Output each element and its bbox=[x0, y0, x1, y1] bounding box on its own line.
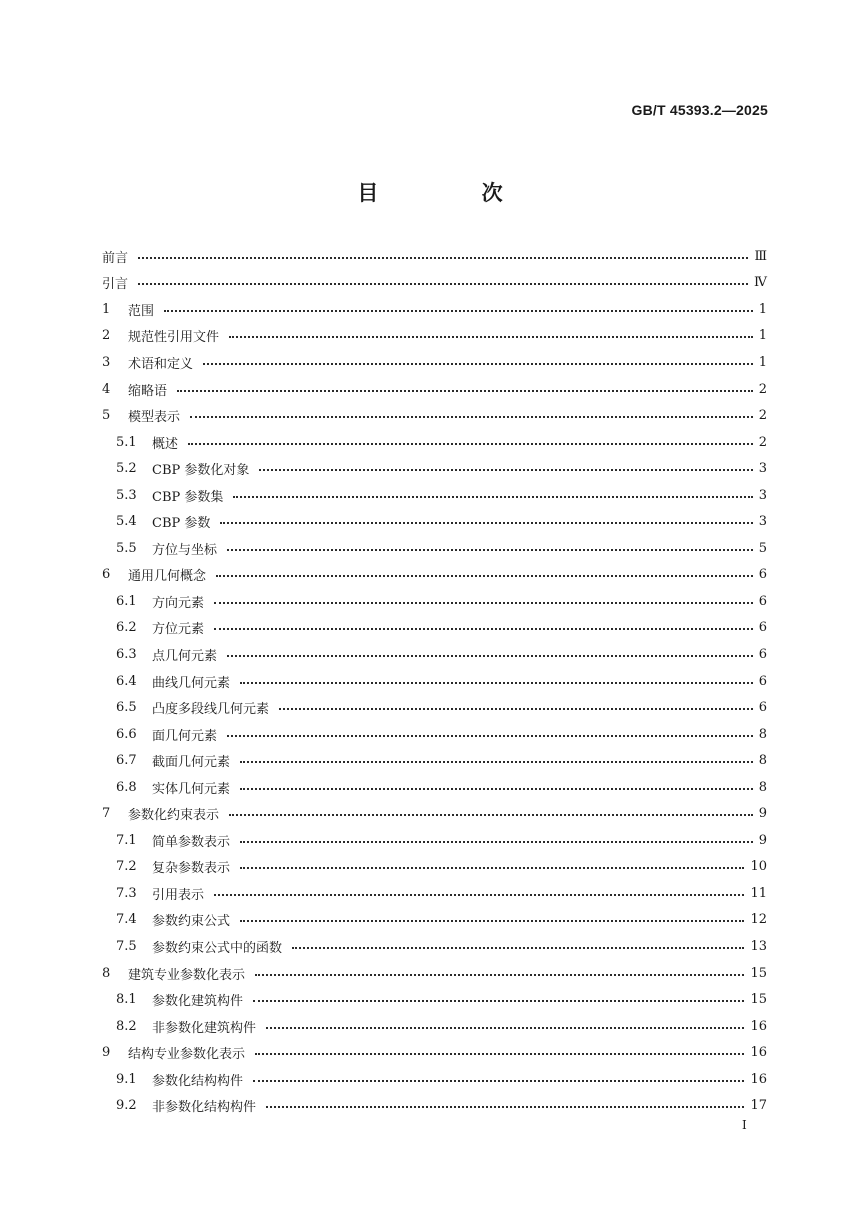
toc-entry-page: 10 bbox=[750, 859, 767, 875]
toc-leader-dots bbox=[188, 442, 753, 445]
toc-entry-page: 8 bbox=[758, 753, 767, 769]
toc-entry-page: 1 bbox=[758, 301, 767, 317]
toc-leader-dots bbox=[138, 256, 748, 259]
toc-entry-label: 模型表示 bbox=[128, 410, 181, 426]
toc-entry[interactable] bbox=[102, 588, 767, 615]
toc-entry[interactable] bbox=[102, 402, 767, 429]
toc-leader-dots bbox=[233, 495, 752, 498]
toc-entry-label: 方位元素 bbox=[152, 622, 205, 638]
toc-entry-page: 9 bbox=[758, 832, 767, 848]
toc-leader-dots bbox=[279, 707, 753, 710]
toc-leader-dots bbox=[216, 574, 753, 577]
toc-entry-label: 缩略语 bbox=[128, 383, 168, 399]
toc-entry-page: Ⅳ bbox=[754, 275, 767, 291]
toc-leader-dots bbox=[227, 654, 753, 657]
toc-entry-number: 8 bbox=[102, 965, 111, 981]
toc-entry-label: 参数约束公式 bbox=[152, 914, 231, 930]
toc-entry-label: 建筑专业参数化表示 bbox=[128, 967, 246, 983]
toc-entry-page: 12 bbox=[750, 912, 767, 928]
toc-entry-page: 6 bbox=[758, 673, 767, 689]
toc-entry-page: 16 bbox=[750, 1018, 767, 1034]
toc-entry-page: 2 bbox=[758, 381, 767, 397]
toc-entry-label: 简单参数表示 bbox=[152, 834, 231, 850]
toc-leader-dots bbox=[240, 787, 753, 790]
toc-entry-page: 3 bbox=[758, 461, 767, 477]
toc-entry-label: CBP 参数 bbox=[152, 516, 211, 532]
toc-entry-label: 截面几何元素 bbox=[152, 755, 231, 771]
toc-leader-dots bbox=[214, 627, 753, 630]
toc-entry-page: Ⅲ bbox=[754, 248, 767, 264]
toc-leader-dots bbox=[214, 893, 744, 896]
toc-entry-number: 6.1 bbox=[116, 593, 137, 609]
toc-leader-dots bbox=[214, 601, 753, 604]
toc-entry-label: 通用几何概念 bbox=[128, 569, 207, 585]
toc-entry-label: 引言 bbox=[102, 277, 129, 293]
toc-entry-number: 6.3 bbox=[116, 646, 137, 662]
toc-leader-dots bbox=[255, 1052, 744, 1055]
toc-entry[interactable] bbox=[102, 854, 767, 881]
toc-entry-page: 16 bbox=[750, 1071, 767, 1087]
toc-entry[interactable] bbox=[102, 482, 767, 509]
toc-entry-number: 5.4 bbox=[116, 514, 137, 530]
toc-entry-label: 非参数化结构构件 bbox=[152, 1100, 257, 1116]
toc-leader-dots bbox=[266, 1105, 744, 1108]
toc-entry-number: 7.4 bbox=[116, 912, 137, 928]
toc-entry-number: 6.6 bbox=[116, 726, 137, 742]
toc-entry-label: 参数化建筑构件 bbox=[152, 994, 244, 1010]
toc-entry-label: 点几何元素 bbox=[152, 648, 218, 664]
toc-entry-number: 5.3 bbox=[116, 487, 137, 503]
toc-entry-page: 9 bbox=[758, 806, 767, 822]
toc-entry[interactable] bbox=[102, 270, 767, 297]
toc-entry-number: 7.1 bbox=[116, 832, 137, 848]
toc-entry-page: 15 bbox=[750, 992, 767, 1008]
toc-leader-dots bbox=[266, 1026, 744, 1029]
toc-entry[interactable] bbox=[102, 774, 767, 801]
toc-entry[interactable] bbox=[102, 986, 767, 1013]
toc-entry-page: 5 bbox=[758, 540, 767, 556]
toc-entry-page: 2 bbox=[758, 408, 767, 424]
toc-entry[interactable] bbox=[102, 1066, 767, 1093]
toc-entry-page: 3 bbox=[758, 514, 767, 530]
toc-entry-page: 3 bbox=[758, 487, 767, 503]
toc-entry[interactable] bbox=[102, 694, 767, 721]
toc-entry-label: 非参数化建筑构件 bbox=[152, 1020, 257, 1036]
toc-entry-page: 6 bbox=[758, 593, 767, 609]
toc-entry-number: 8.2 bbox=[116, 1018, 137, 1034]
toc-entry-number: 6 bbox=[102, 567, 111, 583]
toc-entry[interactable] bbox=[102, 562, 767, 589]
toc-entry-label: 方位与坐标 bbox=[152, 542, 218, 558]
toc-entry-label: CBP 参数集 bbox=[152, 489, 224, 505]
toc-entry-number: 6.4 bbox=[116, 673, 137, 689]
toc-leader-dots bbox=[190, 415, 753, 418]
toc-entry-page: 13 bbox=[750, 938, 767, 954]
toc-entry[interactable] bbox=[102, 827, 767, 854]
toc-entry-page: 16 bbox=[750, 1045, 767, 1061]
table-of-contents bbox=[102, 243, 767, 1119]
toc-entry-number: 5.5 bbox=[116, 540, 137, 556]
toc-entry[interactable] bbox=[102, 323, 767, 350]
toc-entry-number: 5 bbox=[102, 408, 111, 424]
toc-entry-number: 9.2 bbox=[116, 1098, 137, 1114]
toc-entry-number: 7 bbox=[102, 806, 111, 822]
toc-leader-dots bbox=[255, 973, 744, 976]
toc-leader-dots bbox=[240, 919, 744, 922]
toc-entry-page: 1 bbox=[758, 328, 767, 344]
toc-entry-label: 范围 bbox=[128, 303, 155, 319]
toc-leader-dots bbox=[203, 362, 753, 365]
toc-entry[interactable] bbox=[102, 880, 767, 907]
toc-entry-label: 规范性引用文件 bbox=[128, 330, 220, 346]
toc-entry[interactable] bbox=[102, 800, 767, 827]
toc-entry-number: 6.8 bbox=[116, 779, 137, 795]
toc-entry-number: 7.2 bbox=[116, 859, 137, 875]
toc-leader-dots bbox=[229, 813, 753, 816]
toc-entry-number: 4 bbox=[102, 381, 111, 397]
toc-leader-dots bbox=[177, 389, 753, 392]
toc-entry-page: 11 bbox=[750, 885, 767, 901]
toc-entry[interactable] bbox=[102, 907, 767, 934]
toc-entry[interactable] bbox=[102, 296, 767, 323]
toc-entry[interactable] bbox=[102, 641, 767, 668]
toc-leader-dots bbox=[240, 760, 753, 763]
toc-entry-label: 结构专业参数化表示 bbox=[128, 1047, 246, 1063]
toc-leader-dots bbox=[220, 521, 752, 524]
toc-entry[interactable] bbox=[102, 429, 767, 456]
toc-entry[interactable] bbox=[102, 721, 767, 748]
toc-entry[interactable] bbox=[102, 615, 767, 642]
toc-entry-page: 15 bbox=[750, 965, 767, 981]
toc-entry-label: 实体几何元素 bbox=[152, 781, 231, 797]
toc-leader-dots bbox=[253, 999, 744, 1002]
toc-entry-page: 6 bbox=[758, 567, 767, 583]
toc-entry[interactable] bbox=[102, 1013, 767, 1040]
toc-entry[interactable] bbox=[102, 747, 767, 774]
toc-entry[interactable] bbox=[102, 535, 767, 562]
toc-entry-label: CBP 参数化对象 bbox=[152, 463, 250, 479]
toc-leader-dots bbox=[227, 734, 753, 737]
toc-leader-dots bbox=[292, 946, 744, 949]
toc-entry[interactable] bbox=[102, 960, 767, 987]
toc-leader-dots bbox=[253, 1079, 744, 1082]
toc-entry-number: 5.1 bbox=[116, 434, 137, 450]
toc-entry-page: 8 bbox=[758, 779, 767, 795]
toc-entry-number: 6.2 bbox=[116, 620, 137, 636]
toc-entry-label: 参数化约束表示 bbox=[128, 808, 220, 824]
toc-entry[interactable] bbox=[102, 508, 767, 535]
toc-entry-number: 9.1 bbox=[116, 1071, 137, 1087]
toc-entry-label: 曲线几何元素 bbox=[152, 675, 231, 691]
toc-entry-number: 8.1 bbox=[116, 992, 137, 1008]
toc-entry-number: 6.5 bbox=[116, 700, 137, 716]
toc-entry-label: 参数化结构构件 bbox=[152, 1073, 244, 1089]
toc-leader-dots bbox=[240, 681, 753, 684]
toc-entry-label: 引用表示 bbox=[152, 887, 205, 903]
toc-entry-page: 2 bbox=[758, 434, 767, 450]
toc-leader-dots bbox=[229, 335, 753, 338]
toc-leader-dots bbox=[240, 840, 753, 843]
toc-entry-page: 8 bbox=[758, 726, 767, 742]
page-number: I bbox=[742, 1118, 747, 1132]
toc-entry[interactable] bbox=[102, 455, 767, 482]
toc-leader-dots bbox=[240, 866, 744, 869]
toc-entry-label: 术语和定义 bbox=[128, 356, 194, 372]
page-title: 目 次 bbox=[357, 181, 551, 205]
toc-entry-number: 7.3 bbox=[116, 885, 137, 901]
toc-entry-label: 复杂参数表示 bbox=[152, 861, 231, 877]
toc-entry-label: 凸度多段线几何元素 bbox=[152, 702, 270, 718]
toc-entry-number: 2 bbox=[102, 328, 111, 344]
toc-entry[interactable] bbox=[102, 376, 767, 403]
toc-leader-dots bbox=[227, 548, 753, 551]
toc-entry-number: 1 bbox=[102, 301, 111, 317]
toc-entry[interactable] bbox=[102, 1093, 767, 1120]
toc-entry[interactable] bbox=[102, 1039, 767, 1066]
toc-entry-number: 5.2 bbox=[116, 461, 137, 477]
toc-entry-label: 方向元素 bbox=[152, 595, 205, 611]
toc-entry-number: 7.5 bbox=[116, 938, 137, 954]
toc-entry[interactable] bbox=[102, 243, 767, 270]
toc-entry-number: 9 bbox=[102, 1045, 111, 1061]
standard-code: GB/T 45393.2—2025 bbox=[631, 102, 768, 118]
toc-entry-page: 1 bbox=[758, 354, 767, 370]
toc-entry-page: 6 bbox=[758, 646, 767, 662]
toc-entry-label: 前言 bbox=[102, 250, 129, 266]
toc-entry-page: 17 bbox=[750, 1098, 767, 1114]
toc-entry-page: 6 bbox=[758, 700, 767, 716]
toc-entry-number: 6.7 bbox=[116, 753, 137, 769]
toc-entry-number: 3 bbox=[102, 354, 111, 370]
toc-leader-dots bbox=[259, 468, 752, 471]
toc-entry[interactable] bbox=[102, 349, 767, 376]
toc-leader-dots bbox=[138, 282, 748, 285]
toc-entry-page: 6 bbox=[758, 620, 767, 636]
toc-entry-label: 参数约束公式中的函数 bbox=[152, 940, 283, 956]
toc-entry[interactable] bbox=[102, 668, 767, 695]
toc-entry-label: 概述 bbox=[152, 436, 179, 452]
toc-entry[interactable] bbox=[102, 933, 767, 960]
toc-entry-label: 面几何元素 bbox=[152, 728, 218, 744]
toc-leader-dots bbox=[164, 309, 753, 312]
